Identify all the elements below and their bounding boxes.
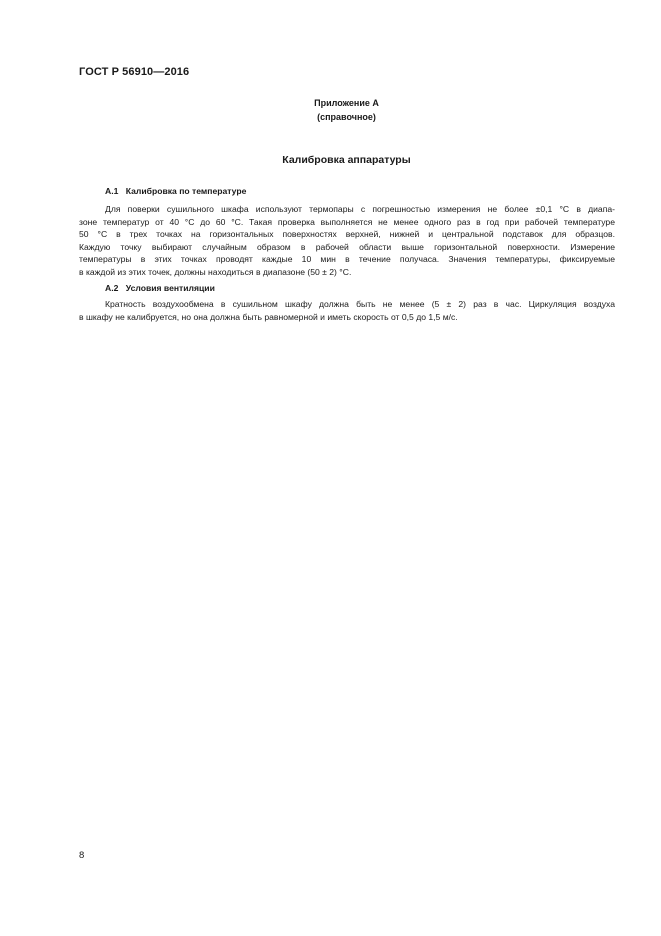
- document-title: Калибровка аппаратуры: [282, 154, 411, 166]
- paragraph-line: Каждую точку выбирают случайным образом в рабочей области выше горизонтальной поверхности. Измерение: [79, 241, 615, 252]
- standard-id: ГОСТ Р 56910—2016: [79, 66, 190, 78]
- annex-status: (справочное): [317, 112, 376, 122]
- section-body-a1: [79, 203, 615, 279]
- section-number: А.1: [105, 186, 119, 196]
- paragraph-line: зоне температур от 40 °С до 60 °С. Такая проверка выполняется не менее одного раз в год при рабочей температуре: [79, 216, 615, 227]
- annex-title: Приложение А: [314, 98, 379, 108]
- paragraph-line: 50 °С в трех точках на горизонтальных поверхностях верхней, нижней и центральной подставок для образцов.: [79, 229, 615, 240]
- paragraph-line: температуры в этих точках проводят каждые 10 мин в течение получаса. Значения температуры, фиксируемые: [79, 254, 615, 265]
- paragraph-line: Кратность воздухообмена в сушильном шкафу должна быть не менее (5 ± 2) раз в час. Циркуляция воздуха: [105, 299, 615, 309]
- paragraph-line: в каждой из этих точек, должны находиться в диапазоне (50 ± 2) °С.: [79, 266, 352, 277]
- section-body-a2: [79, 298, 615, 323]
- section-title: Калибровка по температуре: [125, 186, 247, 196]
- page-number: 8: [79, 850, 85, 861]
- annex-label: [0, 96, 661, 124]
- section-heading-a1: [105, 186, 246, 196]
- section-number: А.2: [105, 283, 119, 293]
- section-title: Условия вентиляции: [125, 283, 215, 293]
- paragraph-line: в шкафу не калибруется, но она должна быть равномерной и иметь скорость от 0,5 до 1,5 м/с.: [79, 311, 458, 322]
- section-heading-a2: [105, 283, 215, 293]
- paragraph-line: Для поверки сушильного шкафа используют термопары с погрешностью измерения не более ±0,1 °С в диапа-: [105, 204, 615, 214]
